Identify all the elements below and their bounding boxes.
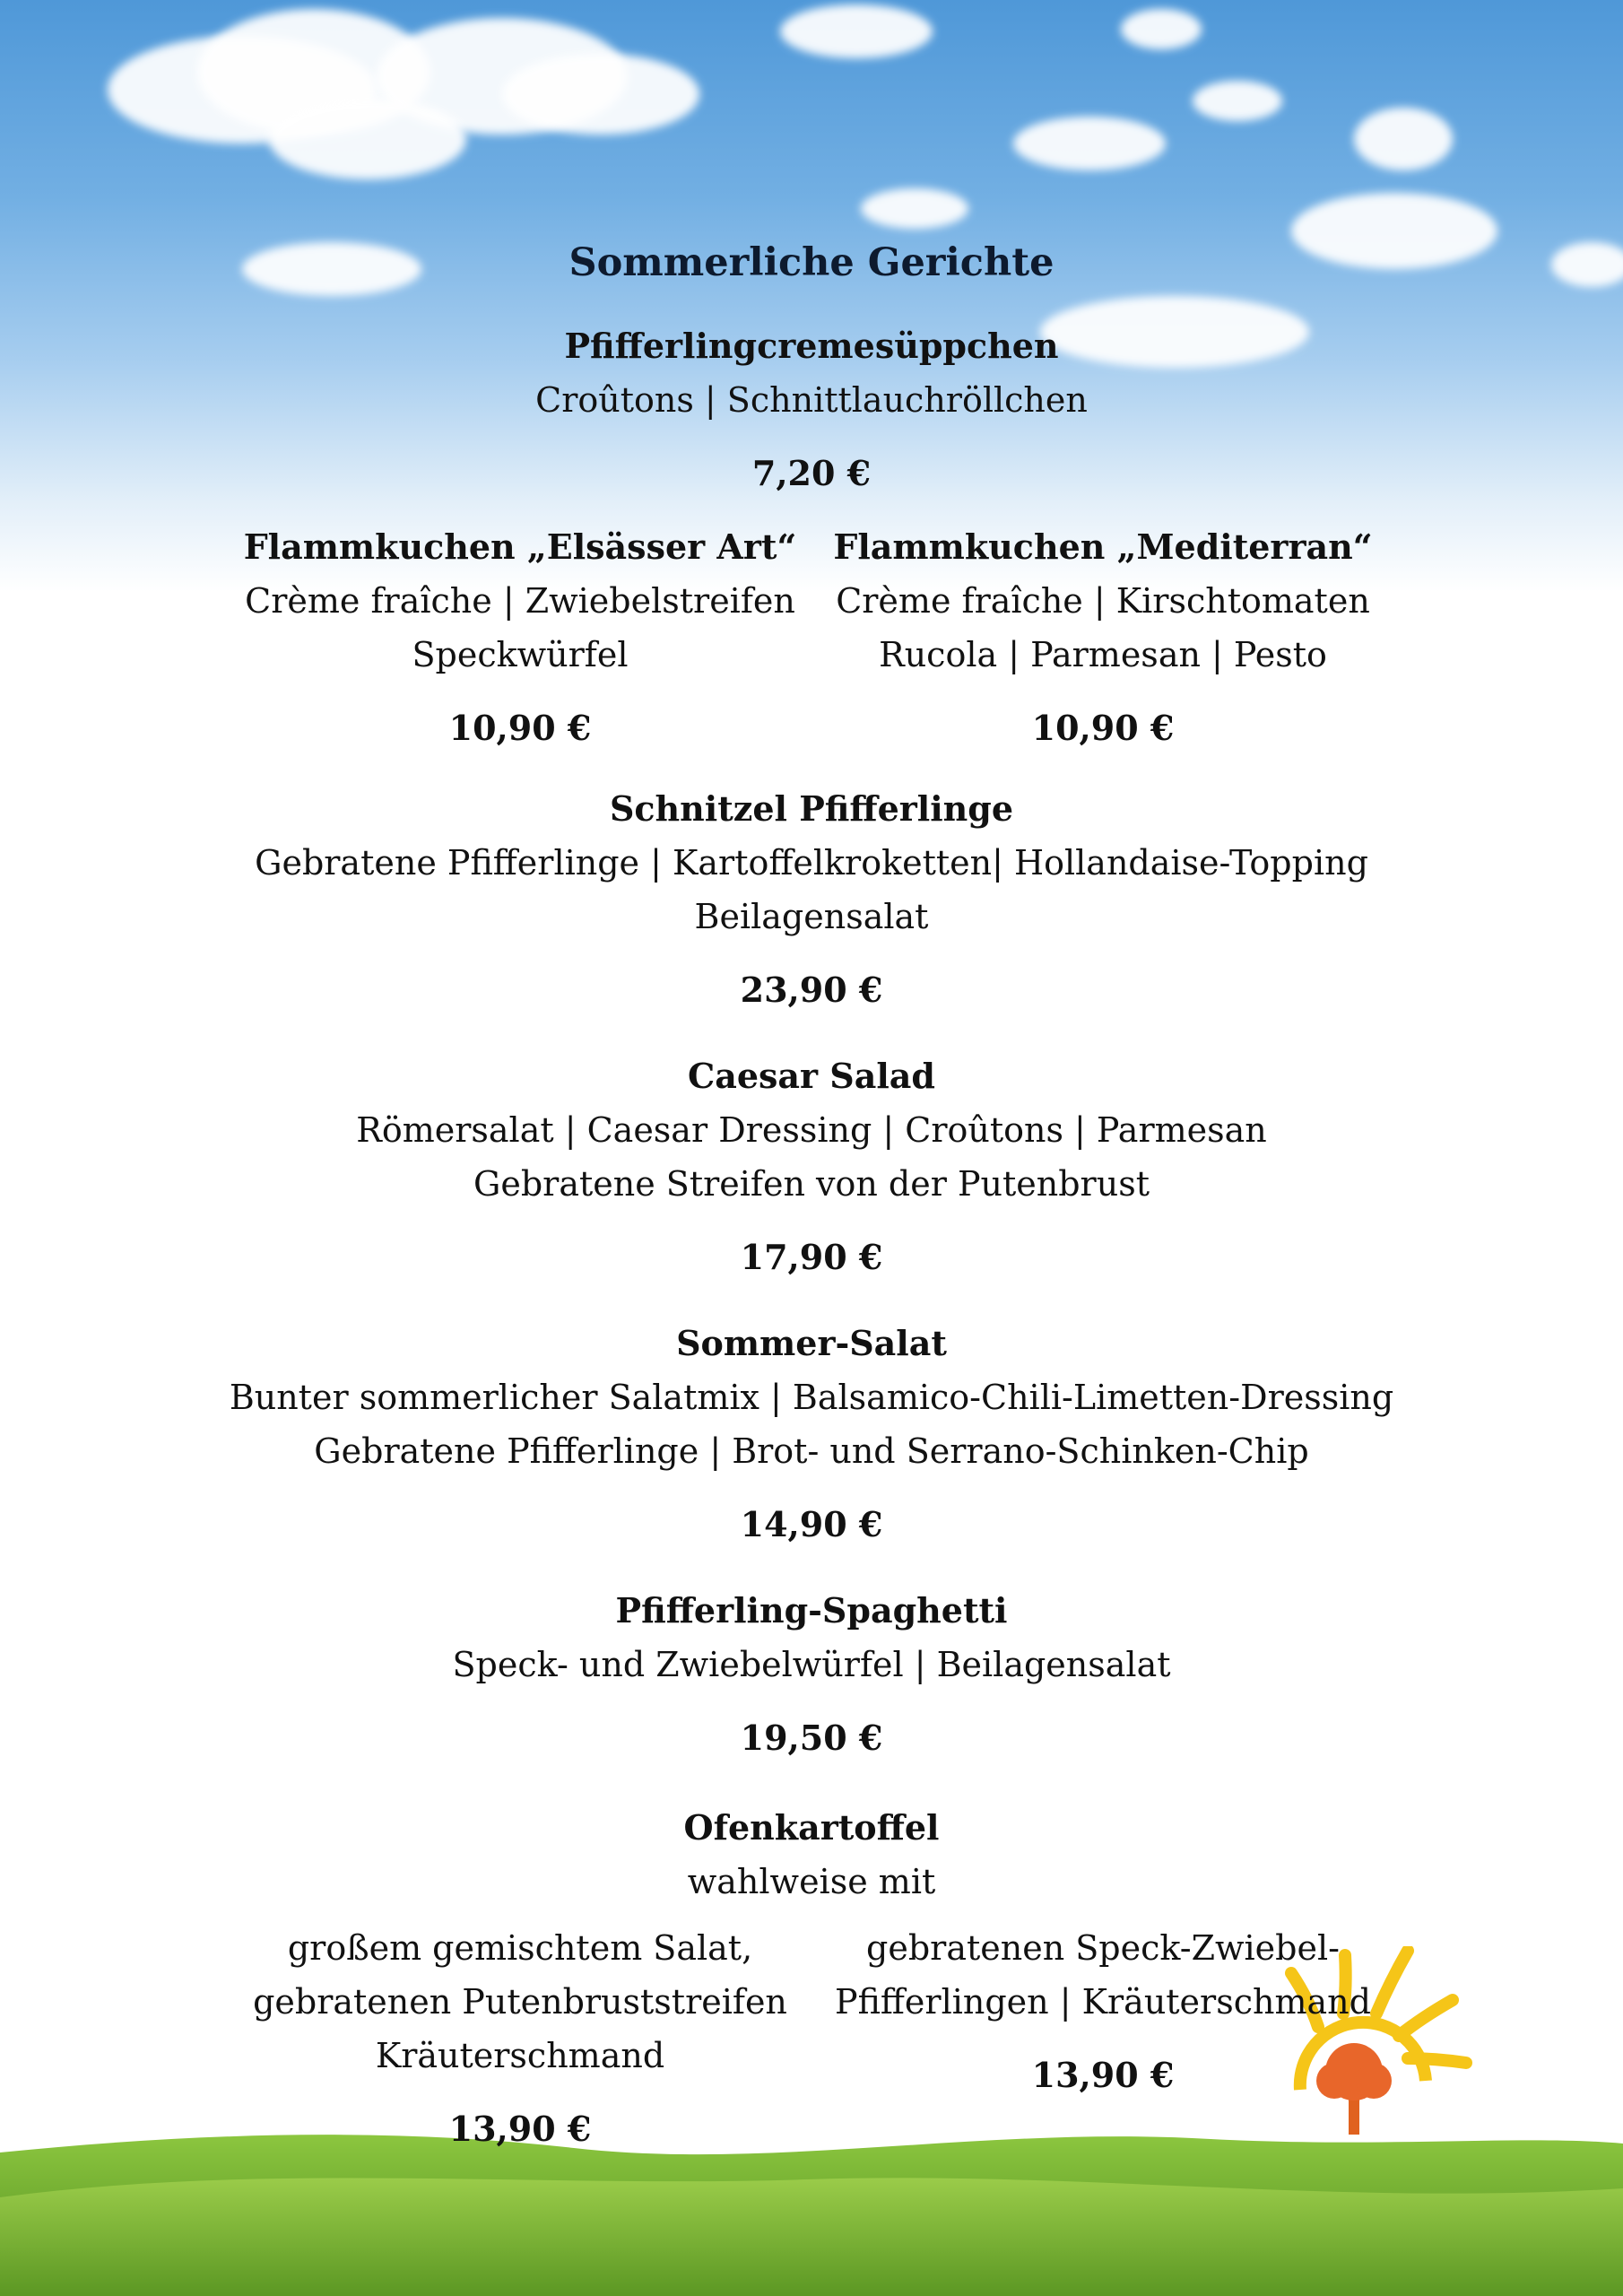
item-price: 17,90 € [740, 1237, 883, 1277]
item-description: Gebratene Streifen von der Putenbrust [473, 1164, 1150, 1204]
menu-item [789, 520, 1417, 755]
menu-item [206, 1584, 1417, 1765]
item-description: Crème fraîche | Kirschtomaten [836, 581, 1370, 621]
item-price: 13,90 € [448, 2109, 592, 2149]
item-name: Ofenkartoffel [683, 1807, 940, 1848]
item-name: Sommer-Salat [676, 1323, 947, 1363]
item-description: Rucola | Parmesan | Pesto [879, 635, 1327, 674]
menu-item [206, 782, 1417, 1017]
item-description: Kräuterschmand [375, 2036, 665, 2075]
menu-item [206, 319, 1417, 500]
item-description: gebratenen Speck-Zwiebel- [866, 1928, 1340, 1968]
item-name: Flammkuchen „Mediterran“ [833, 526, 1373, 567]
item-price: 10,90 € [1031, 708, 1175, 748]
item-price: 7,20 € [751, 453, 872, 493]
item-description: Römersalat | Caesar Dressing | Croûtons | Parmesan [356, 1110, 1267, 1150]
item-description: wahlweise mit [687, 1862, 936, 1901]
item-description: großem gemischtem Salat, [287, 1928, 753, 1968]
menu-item-option [789, 1921, 1417, 2102]
item-price: 10,90 € [448, 708, 592, 748]
item-price: 19,50 € [740, 1718, 883, 1758]
item-description: Gebratene Pfifferlinge | Kartoffelkroketten| Hollandaise-Topping [255, 843, 1368, 883]
item-description: Pfifferlingen | Kräuterschmand [835, 1982, 1371, 2022]
menu-title: Sommerliche Gerichte [568, 240, 1055, 285]
item-price: 14,90 € [740, 1504, 883, 1544]
item-description: Crème fraîche | Zwiebelstreifen [245, 581, 795, 621]
menu-item-option [206, 1921, 834, 2156]
item-description: Gebratene Pfifferlinge | Brot- und Serrano-Schinken-Chip [314, 1431, 1309, 1471]
item-price: 13,90 € [1031, 2055, 1175, 2095]
item-name: Flammkuchen „Elsässer Art“ [243, 526, 797, 567]
item-description: gebratenen Putenbruststreifen [253, 1982, 787, 2022]
item-description: Croûtons | Schnittlauchröllchen [535, 380, 1088, 420]
item-description: Speckwürfel [412, 635, 629, 674]
menu-item [206, 1317, 1417, 1552]
item-name: Schnitzel Pfifferlinge [609, 788, 1014, 829]
menu-item [206, 1049, 1417, 1284]
item-name: Pfifferling-Spaghetti [615, 1590, 1008, 1631]
menu-item [206, 1801, 1417, 1909]
item-price: 23,90 € [740, 970, 883, 1010]
item-description: Speck- und Zwiebelwürfel | Beilagensalat [452, 1645, 1171, 1684]
item-name: Caesar Salad [687, 1056, 935, 1096]
item-name: Pfifferlingcremesüppchen [564, 326, 1059, 366]
menu-item [206, 520, 834, 755]
item-description: Beilagensalat [694, 897, 929, 936]
item-description: Bunter sommerlicher Salatmix | Balsamico-Chili-Limetten-Dressing [229, 1378, 1394, 1417]
